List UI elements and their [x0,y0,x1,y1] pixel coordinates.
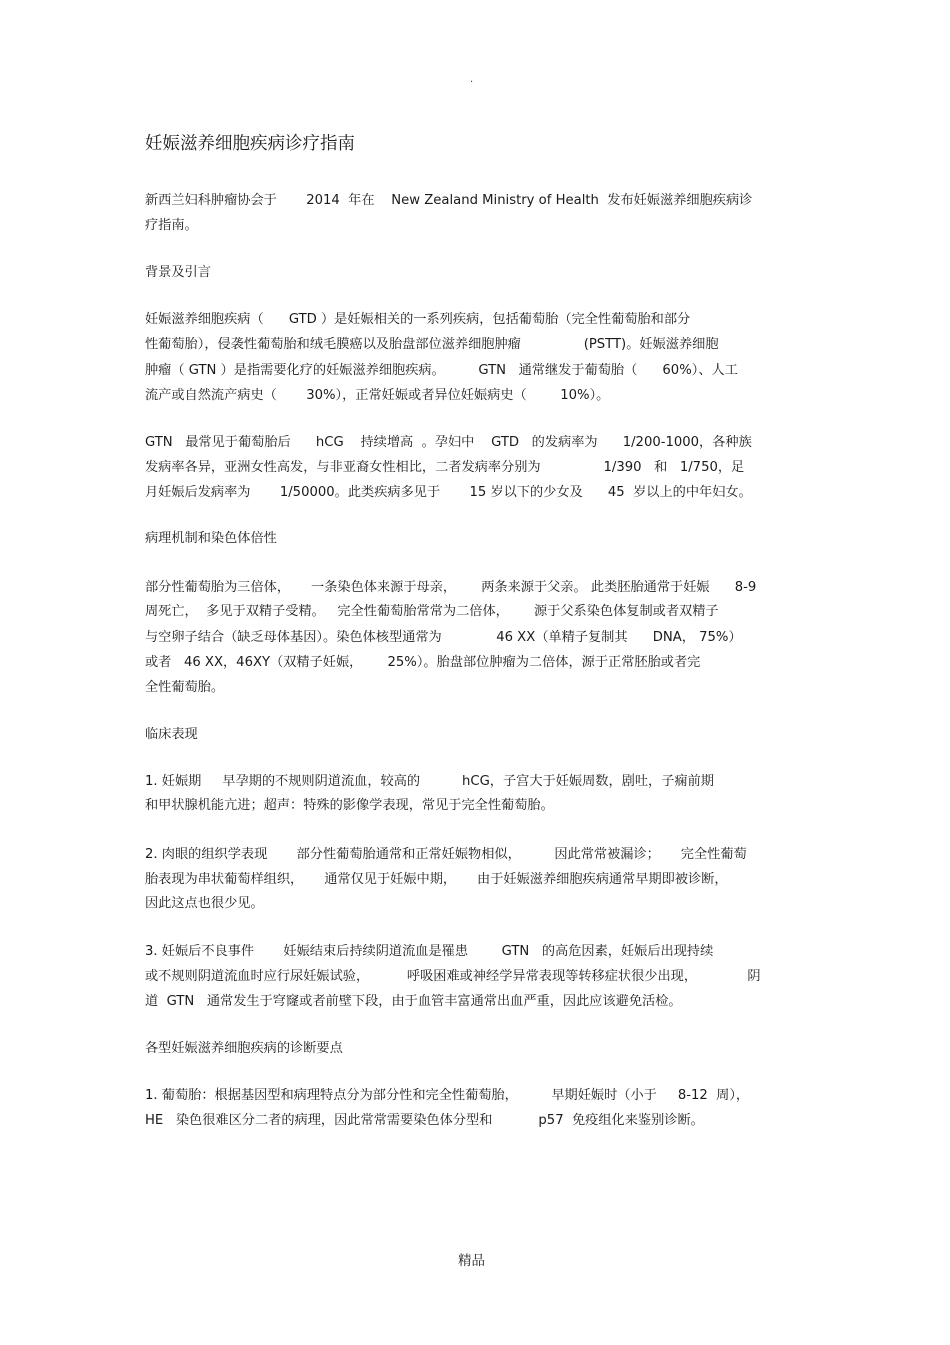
list-item-line: 或不规则阴道流血时应行尿妊娠试验， 呼吸困难或神经学异常表现等转移症状很少出现， 阴 [145,969,761,984]
intro-line-1: 新西兰妇科肿瘤协会于 2014 年在 New Zealand Ministry of Health 发布妊娠滋养细胞疾病诊 [145,193,753,208]
paragraph-line: 性葡萄胎），侵袭性葡萄胎和绒毛膜癌以及胎盘部位滋养细胞肿瘤 (PSTT)。妊娠滋养细胞 [145,337,719,352]
list-item-line: 1. 妊娠期 早孕期的不规则阴道流血，较高的 hCG，子宫大于妊娠周数，剧吐，子痫前期 [145,774,714,789]
paragraph-line: 流产或自然流产病史（ 30%），正常妊娠或者异位妊娠病史（ 10%）。 [145,388,610,403]
page-footer: 精品 [458,1253,485,1269]
list-item-line: 因此这点也很少见。 [145,896,264,911]
list-item-line: 胎表现为串状葡萄样组织， 通常仅见于妊娠中期， 由于妊娠滋养细胞疾病通常早期即被诊断， [145,872,728,887]
paragraph-line: 部分性葡萄胎为三倍体， 一条染色体来源于母亲， 两条来源于父亲。 此类胚胎通常于妊娠 8-9 [145,580,757,595]
list-item-line: 和甲状腺机能亢进；超声：特殊的影像学表现，常见于完全性葡萄胎。 [145,798,554,813]
list-item-line: 道 GTN 通常发生于穹窿或者前壁下段，由于血管丰富通常出血严重，因此应该避免活检。 [145,994,682,1009]
paragraph-line: 月妊娠后发病率为 1/50000。此类疾病多见于 15 岁以下的少女及 45 岁以上的中年妇女。 [145,485,752,500]
section-heading-background: 背景及引言 [145,265,211,280]
section-heading-diagnosis: 各型妊娠滋养细胞疾病的诊断要点 [145,1041,343,1056]
paragraph-line: 发病率各异，亚洲女性高发，与非亚裔女性相比，二者发病率分别为 1/390 和 1/750，足 [145,460,745,475]
intro-line-2: 疗指南。 [145,218,198,233]
list-item-line: 3. 妊娠后不良事件 妊娠结束后持续阴道流血是罹患 GTN 的高危因素，妊娠后出现持续 [145,944,714,959]
header-mark: . [470,74,474,85]
list-item-line: 1. 葡萄胎：根据基因型和病理特点分为部分性和完全性葡萄胎， 早期妊娠时（小于 8-12 周）， [145,1088,750,1103]
section-heading-mechanism: 病理机制和染色体倍性 [145,531,277,546]
list-item-line: 2. 肉眼的组织学表现 部分性葡萄胎通常和正常妊娠物相似， 因此常常被漏诊； 完全性葡萄 [145,847,747,862]
section-heading-clinical: 临床表现 [145,727,198,742]
paragraph-line: 妊娠滋养细胞疾病（ GTD ）是妊娠相关的一系列疾病，包括葡萄胎（完全性葡萄胎和部分 [145,312,691,327]
paragraph-line: 肿瘤（ GTN ）是指需要化疗的妊娠滋养细胞疾病。 GTN 通常继发于葡萄胎（ 60%）、人工 [145,363,738,378]
list-item-line: HE 染色很难区分二者的病理，因此常常需要染色体分型和 p57 免疫组化来鉴别诊断。 [145,1113,704,1128]
paragraph-line: 全性葡萄胎。 [145,680,225,695]
paragraph-line: 与空卵子结合（缺乏母体基因）。染色体核型通常为 46 XX（单精子复制其 DNA， 75%） [145,630,742,645]
page-title: 妊娠滋养细胞疾病诊疗指南 [145,134,355,154]
paragraph-line: 周死亡， 多见于双精子受精。 完全性葡萄胎常常为二倍体， 源于父系染色体复制或者双精子 [145,604,719,619]
paragraph-line: 或者 46 XX，46XY（双精子妊娠， 25%）。胎盘部位肿瘤为二倍体，源于正常胚胎或者完 [145,655,701,670]
paragraph-line: GTN 最常见于葡萄胎后 hCG 持续增高 。孕妇中 GTD 的发病率为 1/200-1000，各种族 [145,435,752,450]
